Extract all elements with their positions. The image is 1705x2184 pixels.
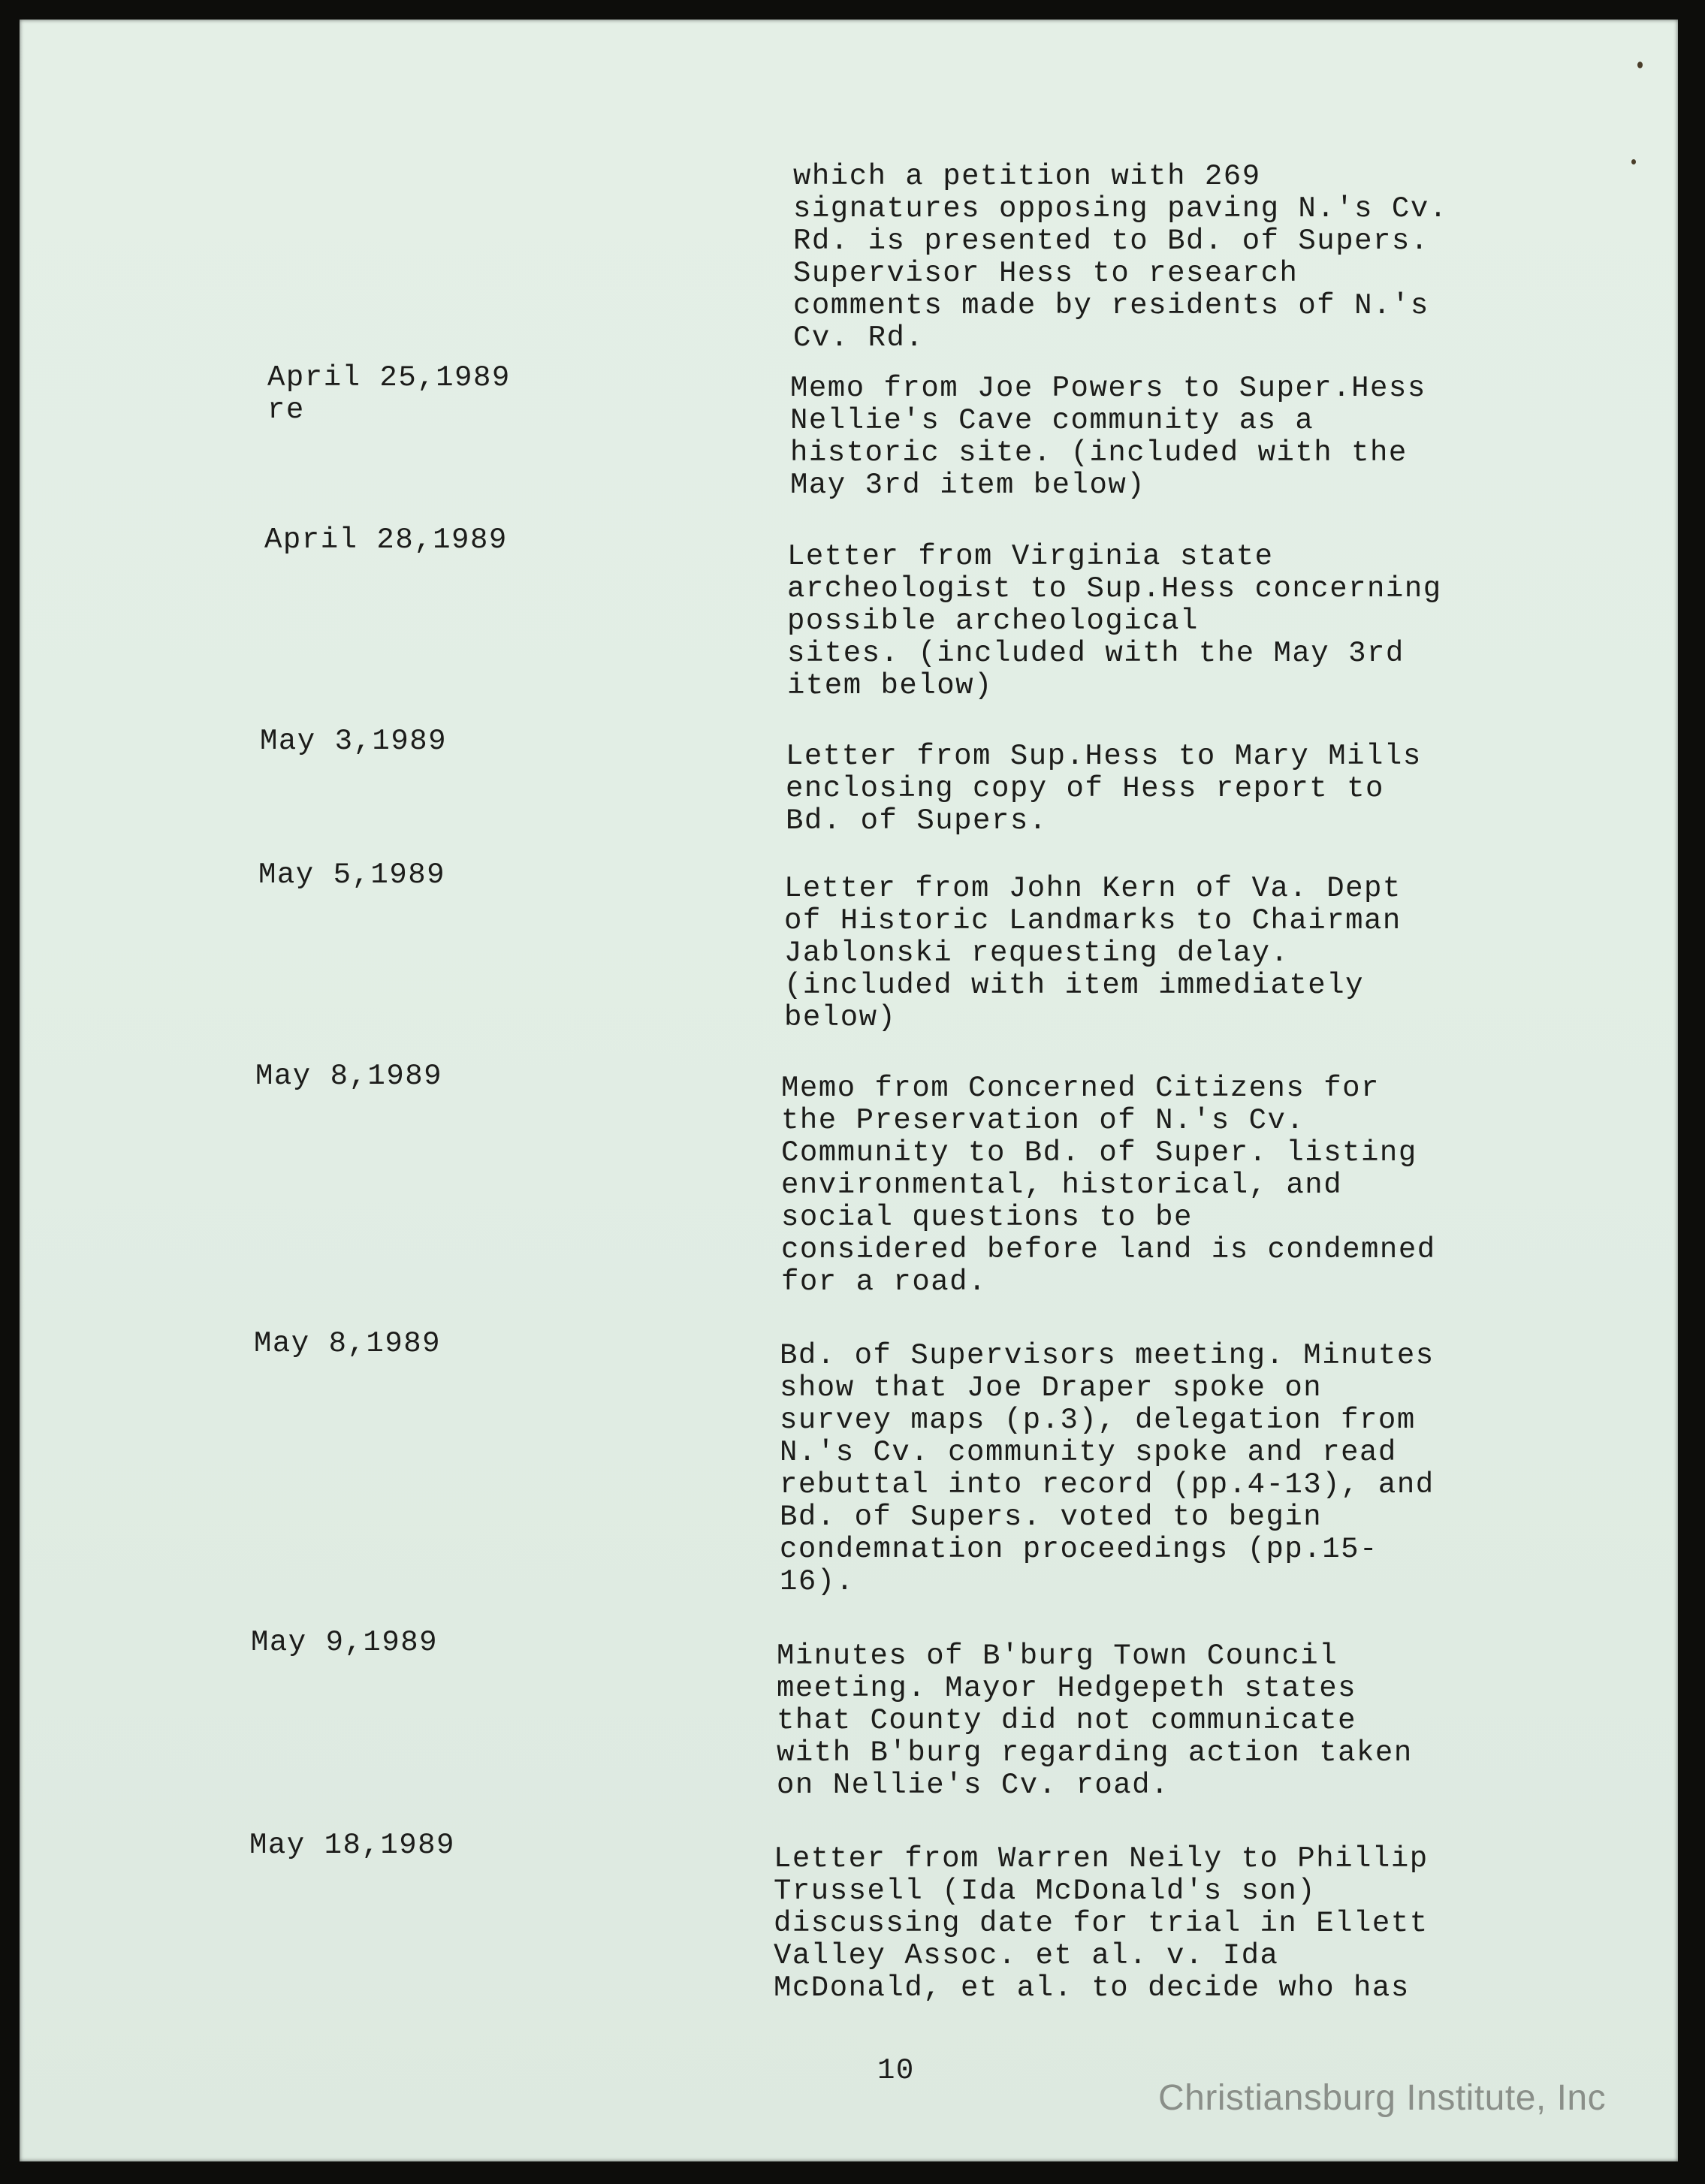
- text-line: social questions to be: [781, 1201, 1193, 1234]
- text-line: historic site. (included with the: [790, 436, 1408, 469]
- text-line: (included with item immediately: [784, 969, 1365, 1002]
- document-page: [20, 20, 1678, 2161]
- text-line: survey maps (p.3), delegation from: [780, 1404, 1416, 1437]
- entry-date: [260, 725, 726, 758]
- entry-description: [787, 541, 1568, 702]
- text-line: Minutes of B'burg Town Council: [777, 1640, 1338, 1673]
- text-line: Nellie's Cave community as a: [790, 404, 1314, 437]
- text-line: that County did not communicate: [777, 1704, 1357, 1737]
- entry-description: [790, 373, 1571, 502]
- text-line: Bd. of Supers. voted to begin: [780, 1501, 1323, 1534]
- entry-date: [249, 1830, 715, 1862]
- text-line: N.'s Cv. community spoke and read: [780, 1436, 1397, 1469]
- date-line: May 9,1989: [251, 1626, 439, 1659]
- text-line: the Preservation of N.'s Cv.: [781, 1104, 1305, 1137]
- date-line: May 8,1989: [255, 1060, 443, 1093]
- date-line: May 8,1989: [254, 1327, 442, 1360]
- entry-description: [777, 1640, 1558, 1802]
- text-line: Jablonski requesting delay.: [784, 937, 1290, 970]
- text-line: Trussell (Ida McDonald's son): [774, 1875, 1317, 1908]
- paper-speck: [1631, 159, 1636, 164]
- continuation-paragraph: [793, 161, 1544, 354]
- text-line: Letter from Sup.Hess to Mary Mills: [786, 740, 1422, 773]
- text-line: comments made by residents of N.'s: [793, 289, 1429, 322]
- text-line: on Nellie's Cv. road.: [777, 1769, 1169, 1802]
- text-line: with B'burg regarding action taken: [777, 1736, 1413, 1769]
- text-line: condemnation proceedings (pp.15-: [780, 1533, 1378, 1566]
- entry-date: [255, 1060, 721, 1093]
- text-line: Bd. of Supers.: [786, 804, 1048, 837]
- entry-date: [251, 1627, 717, 1659]
- date-line: May 18,1989: [249, 1829, 455, 1862]
- text-line: Bd. of Supervisors meeting. Minutes: [780, 1339, 1435, 1372]
- date-line: May 3,1989: [260, 725, 448, 758]
- text-line: for a road.: [781, 1265, 987, 1299]
- text-line: May 3rd item below): [790, 469, 1146, 502]
- text-line: McDonald, et al. to decide who has: [774, 1971, 1410, 2005]
- date-line: May 5,1989: [258, 858, 446, 891]
- text-line: meeting. Mayor Hedgepeth states: [777, 1672, 1357, 1705]
- text-line: Letter from Virginia state: [787, 540, 1274, 573]
- text-line: of Historic Landmarks to Chairman: [784, 904, 1402, 937]
- entry-date: [258, 859, 724, 891]
- text-line: enclosing copy of Hess report to: [786, 772, 1384, 805]
- text-line: which a petition with 269: [793, 160, 1261, 193]
- text-line: 16).: [780, 1565, 855, 1598]
- entry-description: [784, 873, 1565, 1034]
- text-line: item below): [787, 669, 993, 702]
- text-line: show that Joe Draper spoke on: [780, 1371, 1323, 1404]
- text-line: signatures opposing paving N.'s Cv.: [793, 192, 1448, 225]
- text-line: possible archeological: [787, 605, 1199, 638]
- text-line: sites. (included with the May 3rd: [787, 637, 1405, 670]
- text-line: Valley Assoc. et al. v. Ida: [774, 1939, 1279, 1972]
- text-line: considered before land is condemned: [781, 1233, 1436, 1266]
- entry-date: [254, 1328, 720, 1360]
- watermark: Christiansburg Institute, Inc: [1158, 2078, 1607, 2118]
- entry-description: [786, 741, 1567, 837]
- text-line: discussing date for trial in Ellett: [774, 1907, 1429, 1940]
- entry-date: [264, 524, 730, 557]
- text-line: archeologist to Sup.Hess concerning: [787, 572, 1442, 605]
- text-line: Rd. is presented to Bd. of Supers.: [793, 225, 1429, 258]
- text-line: Memo from Concerned Citizens for: [781, 1072, 1380, 1105]
- paper-speck: [1637, 62, 1643, 68]
- text-line: rebuttal into record (pp.4-13), and: [780, 1468, 1435, 1501]
- text-line: below): [784, 1001, 897, 1034]
- text-line: Cv. Rd.: [793, 321, 925, 354]
- text-line: Letter from John Kern of Va. Dept: [784, 872, 1402, 905]
- page-number: 10: [877, 2054, 915, 2087]
- text-line: Memo from Joe Powers to Super.Hess: [790, 372, 1426, 405]
- date-line: re: [267, 394, 305, 427]
- date-line: April 28,1989: [264, 523, 508, 557]
- text-line: Letter from Warren Neily to Phillip: [774, 1842, 1429, 1875]
- text-line: Community to Bd. of Super. listing: [781, 1136, 1417, 1169]
- text-line: environmental, historical, and: [781, 1169, 1343, 1202]
- entry-date: [267, 362, 733, 427]
- text-line: Supervisor Hess to research: [793, 257, 1299, 290]
- entry-description: [781, 1072, 1562, 1299]
- date-line: April 25,1989: [267, 361, 511, 394]
- entry-description: [780, 1340, 1561, 1598]
- entry-description: [774, 1843, 1555, 2005]
